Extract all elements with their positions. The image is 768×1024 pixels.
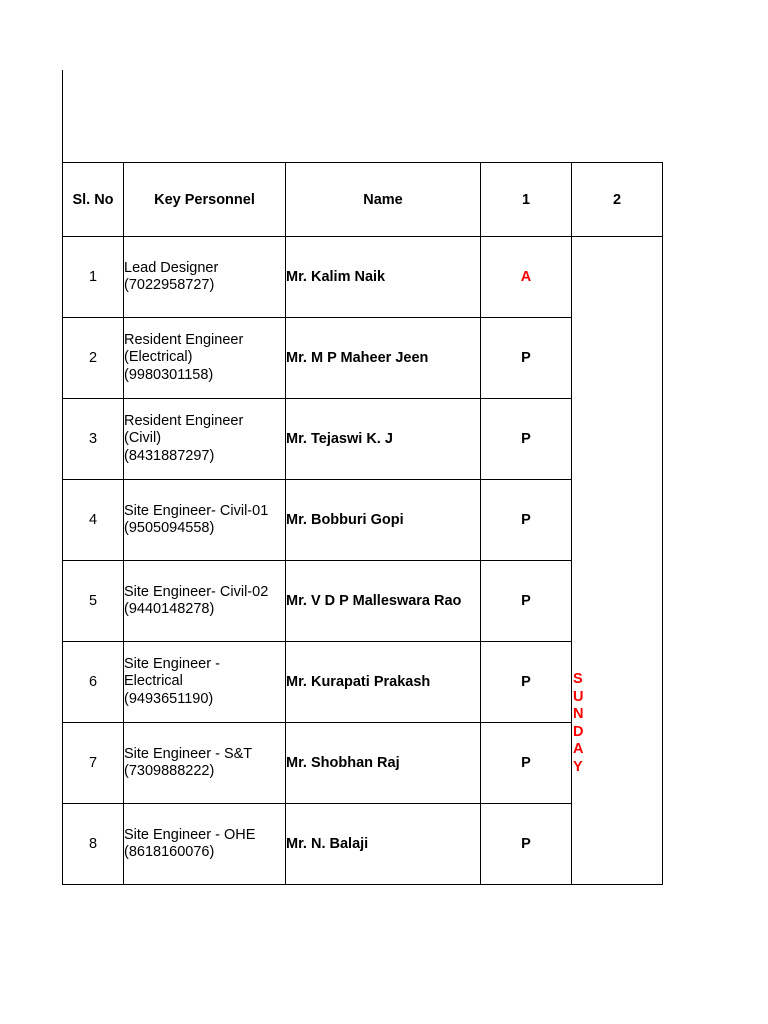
header-sl-no: Sl. No (63, 163, 124, 237)
header-name: Name (286, 163, 481, 237)
sunday-letter: S (573, 671, 583, 687)
key-personnel-cell: Site Engineer- Civil-02 (9440148278) (124, 561, 286, 642)
day-1-attendance-cell: P (481, 723, 572, 804)
day-1-attendance-cell: A (481, 237, 572, 318)
sunday-letter: Y (573, 758, 583, 775)
sunday-label (573, 671, 583, 776)
sl-no-cell: 3 (63, 399, 124, 480)
key-personnel-cell: Site Engineer- Civil-01 (9505094558) (124, 480, 286, 561)
name-cell: Mr. Shobhan Raj (286, 723, 481, 804)
key-personnel-cell: Site Engineer - S&T (7309888222) (124, 723, 286, 804)
day-2-sunday-cell (572, 237, 663, 885)
header-row (63, 163, 663, 237)
key-personnel-cell: Resident Engineer (Civil) (8431887297) (124, 399, 286, 480)
attendance-table (62, 162, 663, 885)
sl-no-cell: 4 (63, 480, 124, 561)
sl-no-cell: 5 (63, 561, 124, 642)
key-personnel-cell: Resident Engineer (Electrical) (9980301158) (124, 318, 286, 399)
sl-no-cell: 1 (63, 237, 124, 318)
key-personnel-cell: Site Engineer - OHE (8618160076) (124, 804, 286, 885)
key-personnel-cell: Lead Designer (7022958727) (124, 237, 286, 318)
name-cell: Mr. Tejaswi K. J (286, 399, 481, 480)
day-1-attendance-cell: P (481, 561, 572, 642)
sunday-letter: U (573, 688, 584, 705)
sl-no-cell: 8 (63, 804, 124, 885)
day-1-attendance-cell: P (481, 318, 572, 399)
name-cell: Mr. M P Maheer Jeen (286, 318, 481, 399)
key-personnel-cell: Site Engineer - Electrical (9493651190) (124, 642, 286, 723)
day-1-attendance-cell: P (481, 804, 572, 885)
sunday-letter: A (573, 741, 584, 757)
name-cell: Mr. N. Balaji (286, 804, 481, 885)
header-key-personnel: Key Personnel (124, 163, 286, 237)
day-1-attendance-cell: P (481, 642, 572, 723)
table-row (63, 237, 663, 318)
name-cell: Mr. V D P Malleswara Rao (286, 561, 481, 642)
name-cell: Mr. Kurapati Prakash (286, 642, 481, 723)
sl-no-cell: 2 (63, 318, 124, 399)
header-day-1: 1 (481, 163, 572, 237)
day-1-attendance-cell: P (481, 399, 572, 480)
name-cell: Mr. Bobburi Gopi (286, 480, 481, 561)
sheet-left-border (62, 70, 63, 163)
sunday-letter: N (573, 706, 584, 722)
sl-no-cell: 7 (63, 723, 124, 804)
sunday-letter: D (573, 723, 584, 740)
day-1-attendance-cell: P (481, 480, 572, 561)
sl-no-cell: 6 (63, 642, 124, 723)
name-cell: Mr. Kalim Naik (286, 237, 481, 318)
header-day-2: 2 (572, 163, 663, 237)
